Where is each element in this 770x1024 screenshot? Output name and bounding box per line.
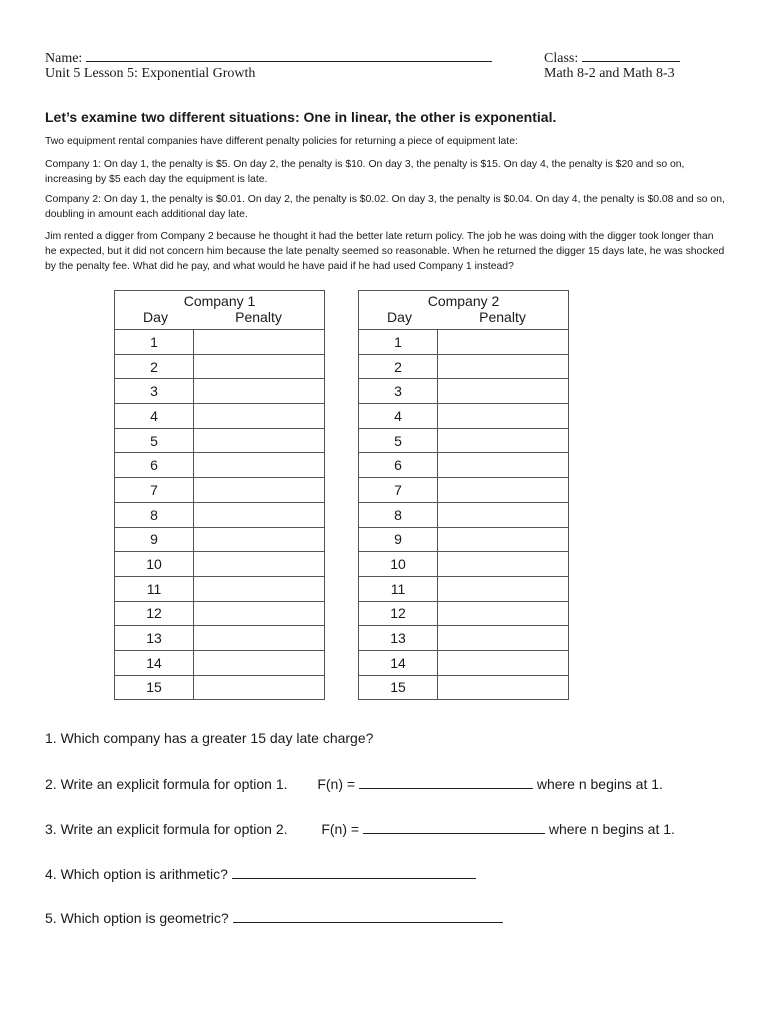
day-cell: 1 [359,330,438,355]
day-cell: 12 [115,601,194,626]
question-3-suffix: where n begins at 1. [548,821,675,837]
question-2-text: 2. Write an explicit formula for option 1. [45,776,288,792]
table-row [115,404,325,429]
penalty-cell[interactable] [194,601,325,626]
table-row [359,502,569,527]
penalty-cell[interactable] [438,675,569,700]
penalty-cell[interactable] [438,354,569,379]
day-cell: 11 [359,576,438,601]
company1-table [114,290,325,700]
question-3-text: 3. Write an explicit formula for option 2. [45,821,288,837]
table-row [115,601,325,626]
table-row [115,453,325,478]
penalty-cell[interactable] [194,552,325,577]
table-row [359,330,569,355]
day-cell: 9 [359,527,438,552]
table-row [359,552,569,577]
class-label: Class: [544,51,579,66]
table-row [359,527,569,552]
penalty-cell[interactable] [194,330,325,355]
day-cell: 14 [359,650,438,675]
table-row [359,601,569,626]
table-title: Company 1 [115,291,325,310]
name-field[interactable] [86,48,492,62]
day-cell: 12 [359,601,438,626]
day-cell: 2 [359,354,438,379]
lesson-title: Unit 5 Lesson 5: Exponential Growth [45,66,256,81]
question-5-text: 5. Which option is geometric? [45,910,229,926]
penalty-cell[interactable] [194,650,325,675]
question-3 [45,820,675,838]
day-cell: 3 [115,379,194,404]
day-header: Day [143,309,168,325]
day-cell: 4 [115,404,194,429]
question-5 [45,909,503,927]
day-cell: 1 [115,330,194,355]
penalty-cell[interactable] [438,330,569,355]
day-cell: 7 [115,478,194,503]
penalty-cell[interactable] [438,527,569,552]
penalty-cell[interactable] [194,428,325,453]
penalty-cell[interactable] [194,354,325,379]
table-row [115,626,325,651]
day-cell: 4 [359,404,438,429]
penalty-cell[interactable] [438,404,569,429]
table-row [115,552,325,577]
penalty-cell[interactable] [438,453,569,478]
question-4-text: 4. Which option is arithmetic? [45,866,228,882]
day-cell: 8 [359,502,438,527]
name-label: Name: [45,51,83,66]
penalty-cell[interactable] [194,478,325,503]
table-row [359,379,569,404]
penalty-cell[interactable] [194,502,325,527]
table-row [115,650,325,675]
question-2 [45,775,663,793]
day-cell: 14 [115,650,194,675]
penalty-cell[interactable] [438,576,569,601]
day-cell: 8 [115,502,194,527]
penalty-cell[interactable] [194,675,325,700]
table-row [115,478,325,503]
question-4-answer-field[interactable] [232,865,476,879]
table-row [359,453,569,478]
table-row [359,478,569,503]
penalty-cell[interactable] [194,404,325,429]
penalty-cell[interactable] [438,478,569,503]
story-paragraph: Jim rented a digger from Company 2 because he thought it had the better late return policy. The job he was doing with the digger took longer than he expected, but it did not concern him because the late penalty seemed so reasonable. When he returned the digger 15 days late, he was shocked by the penalty fee. What did he pay, and what would he have paid if he had used Company 1 instead? [45,231,725,272]
company2-table [358,290,569,700]
table-row [359,428,569,453]
day-cell: 13 [359,626,438,651]
table-column-headers [115,309,325,330]
table-row [115,379,325,404]
question-2-function: F(n) = [317,776,356,792]
table-row [359,675,569,700]
table-row [359,650,569,675]
question-2-answer-field[interactable] [359,775,533,789]
question-2-suffix: where n begins at 1. [536,776,663,792]
question-5-answer-field[interactable] [233,909,503,923]
day-cell: 13 [115,626,194,651]
company2-paragraph: Company 2: On day 1, the penalty is $0.01. On day 2, the penalty is $0.02. On day 3, the penalty is $0.04. On day 4, the penalty is $0.08 and so on, doubling in amount each additional day late. [45,194,725,220]
day-cell: 5 [115,428,194,453]
day-header: Day [387,309,412,325]
table-row [359,626,569,651]
penalty-cell[interactable] [438,379,569,404]
penalty-header: Penalty [235,309,282,325]
penalty-cell[interactable] [438,502,569,527]
table-row [115,675,325,700]
table-row [115,354,325,379]
penalty-cell[interactable] [194,379,325,404]
class-field[interactable] [582,48,680,62]
penalty-cell[interactable] [438,428,569,453]
day-cell: 10 [359,552,438,577]
table-row [115,576,325,601]
question-4 [45,865,476,883]
day-cell: 3 [359,379,438,404]
table-row [115,502,325,527]
penalty-cell[interactable] [194,626,325,651]
day-cell: 11 [115,576,194,601]
table-title: Company 2 [359,291,569,310]
penalty-header: Penalty [479,309,526,325]
question-3-function: F(n) = [321,821,360,837]
course-title: Math 8-2 and Math 8-3 [544,66,675,81]
day-cell: 10 [115,552,194,577]
table-row [115,428,325,453]
question-1: 1. Which company has a greater 15 day late charge? [45,730,374,746]
table-column-headers [359,309,569,330]
section-heading: Let’s examine two different situations: One in linear, the other is exponential. [45,109,557,125]
company1-paragraph: Company 1: On day 1, the penalty is $5. On day 2, the penalty is $10. On day 3, the penalty is $15. On day 4, the penalty is $20 and so on, increasing by $5 each day the equipment is late. [45,159,685,185]
table-row [359,404,569,429]
day-cell: 15 [115,675,194,700]
day-cell: 9 [115,527,194,552]
table-row [359,576,569,601]
penalty-cell[interactable] [438,601,569,626]
penalty-cell[interactable] [438,552,569,577]
day-cell: 5 [359,428,438,453]
penalty-cell[interactable] [438,626,569,651]
day-cell: 2 [115,354,194,379]
day-cell: 6 [115,453,194,478]
table-row [359,354,569,379]
question-3-answer-field[interactable] [363,820,545,834]
day-cell: 15 [359,675,438,700]
day-cell: 7 [359,478,438,503]
penalty-cell[interactable] [438,650,569,675]
day-cell: 6 [359,453,438,478]
intro-paragraph: Two equipment rental companies have different penalty policies for returning a piece of equipment late: [45,136,518,147]
table-row [115,527,325,552]
penalty-cell[interactable] [194,576,325,601]
table-row [115,330,325,355]
penalty-cell[interactable] [194,527,325,552]
penalty-cell[interactable] [194,453,325,478]
